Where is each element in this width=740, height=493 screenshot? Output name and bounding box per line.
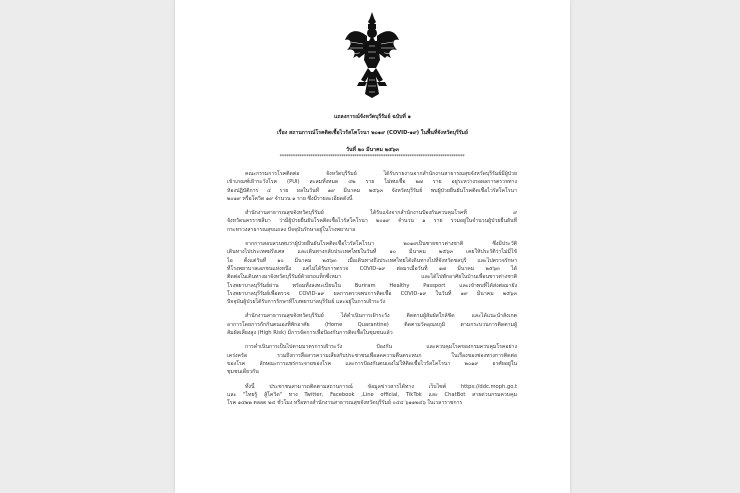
text-line: จากการสอบสวนพบว่าผู้ป่วยยืนยันโรคติดเชื้อไวรัสโคโรนา ๒๐๑๙เป็นชายชาวต่างชาติ ซึ่งมีประวัติ xyxy=(245,241,517,248)
text-line: เคร่งครัด รวมถึงการสื่อสารความเสี่ยงกับประชาชนเพื่อลดความตื่นตระหนก ในเรื่องของช่องทางการติดต่อ xyxy=(227,352,517,359)
text-line: โรงพยาบาลบุรีรัมย์ผ่าน พร้อมทั้งลงทะเบียนใน Buriram Healthy Passport และเข้าพบที่ได้ส่งต่อมายัง xyxy=(227,282,517,289)
text-line: ๒๐๑๙ หรือโควิด ๑๙ จำนวน ๑ ราย ซึ่งมีรายละเอียดดังนี้ xyxy=(227,195,353,202)
text-line: ที่โรงพยาบาลเอกชนแห่งหนึ่ง แต่ไม่ได้รับการตรวจ COVID-๑๙ ต่อมาเมื่อวันที่ ๑๗ มีนาคม ๒๕๖๓ ได้ xyxy=(227,265,517,272)
text-line: โรค ๑๔๒๒ ตลอด ๒๔ ชั่วโมง หรือทางสำนักงานสาธารณสุขจังหวัดบุรีรัมย์ ๐๔๔ ๖๑๑๒๔๖ ในเวลาราชการ xyxy=(227,400,463,407)
text-line: โรงพยาบาลบุรีรัมย์เพื่อตรวจ COVID-๑๙ ผลการตรวจพบการติดเชื้อ COVID-๑๙ ในวันที่ ๑๙ มีนาคม ๒๕๖๓ xyxy=(227,290,517,297)
paragraph xyxy=(227,209,517,234)
text-line: ไอ ตั้งแต่วันที่ ๑๐ มีนาคม ๒๕๖๓ เมื่อเดินทางถึงประเทศไทยได้เดินทางไปที่จังหวัดชลบุรี และไปตรวจรักษา xyxy=(227,257,517,264)
text-line: อาการโดยการกักกันตนเองที่พักอาศัย (Home Quarantine) ติดตามวัดอุณหภูมิ ตามกระบวนการติดตามผู้ xyxy=(227,321,517,328)
text-line: สัมผัสเสี่ยงสูง (High Risk) มีการจัดการเพื่อป้องกันการติดเชื้อในชุมชนแล้ว xyxy=(227,330,393,337)
paragraph xyxy=(227,383,517,408)
text-line: ห้องปฏิบัติการ ๔ ราย ผลในวันที่ ๑๙ มีนาคม ๒๕๖๓ จังหวัดบุรีรัมย์ พบผู้ป่วยยืนยันโรคติดเชื้อไวรัสโคโรนา xyxy=(227,187,517,194)
document-page xyxy=(175,0,570,493)
document-body xyxy=(227,170,517,413)
text-line: กระทรวงสาธารณสุขแถลง ปัจจุบันรักษาอยู่ในโรงพยาบาล xyxy=(227,226,356,233)
announcement-date: วันที่ ๒๐ มีนาคม ๒๕๖๓ xyxy=(346,147,399,153)
separator-line: ************************************************************************************ xyxy=(279,154,465,160)
text-line: ติดต่อในเดินทางมาจังหวัดบุรีรัมย์ด้วยรถแท็กซี่เหมา และได้ไปพักอาศัยในบ้านเพื่อนชาวต่างชาติ xyxy=(227,274,517,281)
text-line: และ "ไทยรู้ สู้โควิด" ทาง Twitter, Facebook ,Line official, TikTok และ ChatBot สายด่วนกรมควบคุม xyxy=(227,391,517,398)
paragraph xyxy=(227,240,517,306)
paragraph xyxy=(227,312,517,337)
text-line: คณะกรรมการโรคติดต่อ จังหวัดบุรีรัมย์ ได้รับรายงานจากสำนักงานสาธารณสุขจังหวัดบุรีรัมย์มีผู้ป่วย xyxy=(245,171,517,177)
announcement-subject: เรื่อง สถานการณ์โรคติดเชื้อไวรัสโคโรนา ๒๐๑๙ (COVID-๑๙) ในพื้นที่จังหวัดบุรีรัมย์ xyxy=(277,130,468,136)
text-line: สำนักงานสาธารณสุขจังหวัดบุรีรัมย์ ได้รับแจ้งจากสำนักงานป้องกันควบคุมโรคที่ ๙ xyxy=(245,210,517,217)
text-line: เดินทางไปประเทศฝรั่งเศส และเดินทางกลับประเทศไทยในวันที่ ๑๐ มีนาคม ๒๕๖๓ เคยให้ประวัติว่าไม่มีไข้ xyxy=(227,249,517,256)
announcement-number: แถลงการณ์จังหวัดบุรีรัมย์ ฉบับที่ ๑ xyxy=(334,114,411,120)
text-line: จังหวัดนครราชสีมา ว่ามีผู้ป่วยยืนยันโรคติดเชื้อไวรัสโคโรนา ๒๐๑๙ จำนวน ๑ ราย รวมอยู่ในจำนวนผู้ป่วยยืนยันที่ xyxy=(227,218,517,225)
text-line: ของโรค ลักษณะการแพร่กระจายของโรค และการป้องกันตนเองไม่ให้ติดเชื้อไวรัสโคโรนา ๒๐๑๙ อาศัยอยู่ใน xyxy=(227,360,517,367)
paragraph xyxy=(227,343,517,376)
text-line: ทั้งนี้ ประชาชนสามารถติดตามสถานการณ์ ข้อมูลข่าวสารได้ทาง เว็บไซต์ https://ddc.moph.go.t xyxy=(245,383,517,390)
text-line: ปัจจุบันผู้ป่วยได้รับการรักษาที่โรงพยาบาลบุรีรัมย์ และอยู่ในการเฝ้าระวัง xyxy=(227,299,386,306)
text-line: ชุมชนเดียวกัน xyxy=(227,369,259,376)
paragraph xyxy=(227,170,517,203)
garuda-emblem-icon xyxy=(343,10,401,100)
text-line: เข้าเกณฑ์เฝ้าระวังโรค (PUI) สะสมทั้งหมด ๔๒ ราย ไม่พบเชื้อ ๒๗ ราย อยู่ระหว่างรอผลการตรวจทาง xyxy=(227,179,517,186)
text-line: การดำเนินการเป็นไปตามมาตรการเฝ้าระวัง ป้องกัน และควบคุมโรคของกรมควบคุมโรคอย่าง xyxy=(245,344,517,351)
text-line: สำนักงานสาธารณสุขจังหวัดบุรีรัมย์ ได้ดำเนินการเฝ้าระวัง ติดตามผู้สัมผัสใกล้ชิด และได้แนะนำสังเกต xyxy=(245,313,517,320)
